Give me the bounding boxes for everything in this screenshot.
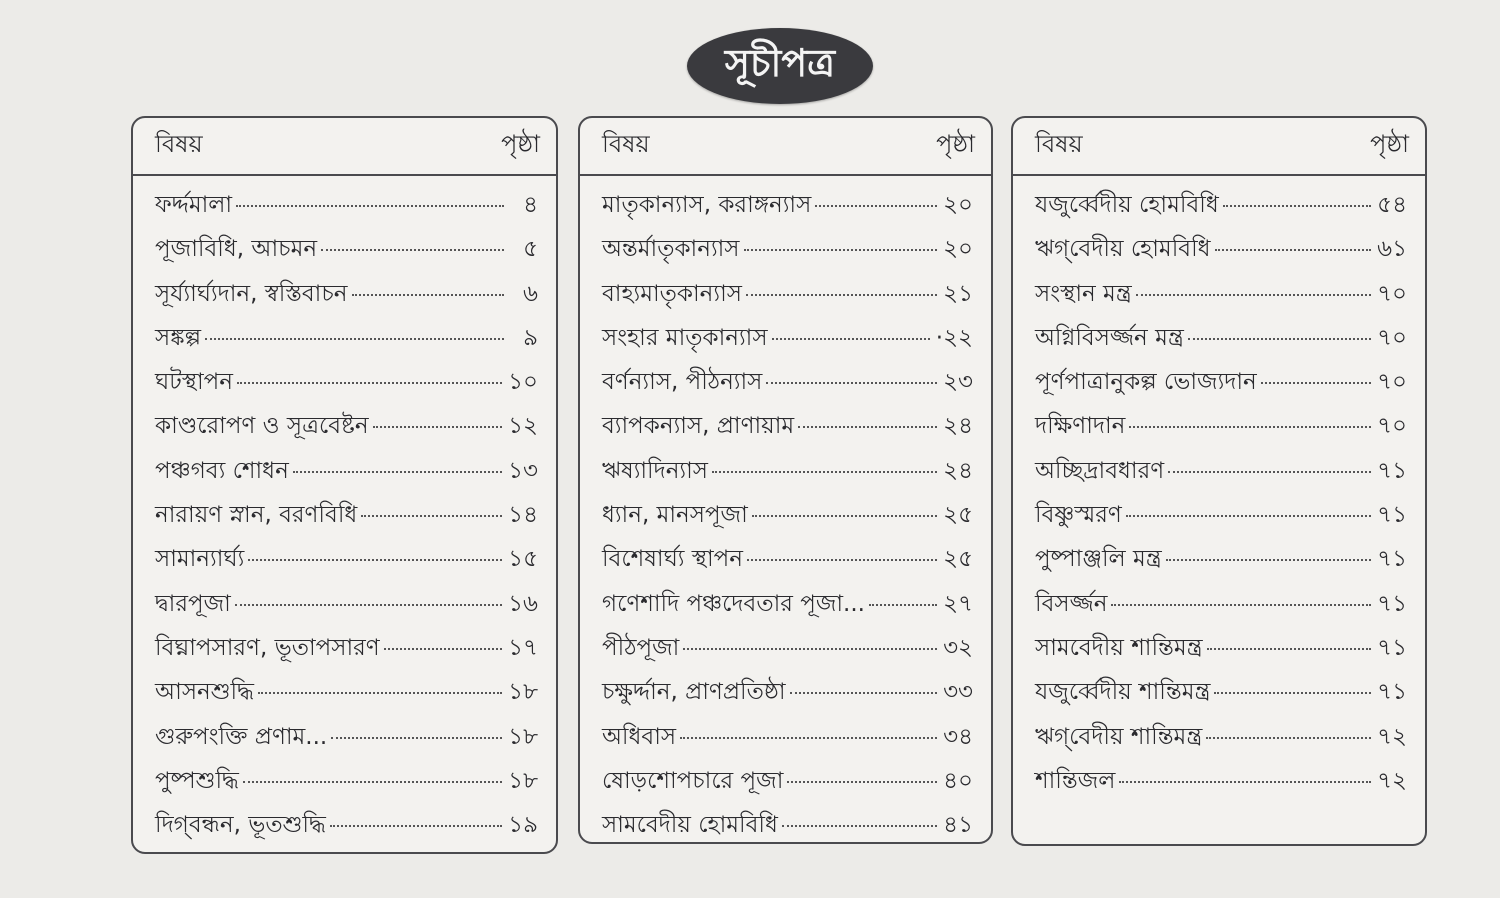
dot-leader [798, 426, 937, 428]
dot-leader [1168, 471, 1371, 473]
dot-leader [1129, 426, 1371, 428]
entry-title: ব্যাপকন্যাস, প্রাণায়াম [602, 413, 795, 440]
entry-title: মাতৃকান্যাস, করাঙ্গন্যাস [602, 192, 812, 218]
toc-entry [602, 319, 973, 363]
toc-entry [1035, 718, 1407, 762]
entry-title: যজুর্ব্বেদীয় শান্তিমন্ত্র [1035, 679, 1211, 706]
dot-leader [205, 338, 504, 340]
toc-entry [1035, 540, 1407, 584]
toc-entry [155, 363, 538, 407]
entry-page-number: ৭০ [1377, 413, 1407, 440]
dot-leader [1136, 294, 1371, 296]
entry-page-number: ১৮ [508, 767, 538, 794]
entry-page-number: ১৮ [508, 723, 538, 750]
dot-leader [330, 825, 502, 827]
toc-entry [155, 629, 538, 673]
toc-column-3 [1011, 116, 1427, 846]
entry-page-number: ৭১ [1377, 457, 1407, 484]
entry-title: অগ্নিবিসর্জ্জন মন্ত্র [1035, 324, 1184, 351]
toc-entry [155, 540, 538, 584]
entry-page-number: ৫৪ [1377, 192, 1407, 218]
toc-entry [1035, 585, 1407, 629]
toc-entry [155, 319, 538, 363]
entry-title: যজুর্ব্বেদীয় হোমবিধি [1035, 192, 1219, 218]
entry-title: বিসর্জ্জন [1035, 590, 1108, 617]
entry-page-number: ৭১ [1377, 502, 1407, 529]
dot-leader [1206, 737, 1371, 739]
entry-page-number: ২৫ [943, 546, 973, 573]
toc-entry [602, 540, 973, 584]
dot-leader [744, 249, 938, 251]
entry-page-number: ৭০ [1377, 280, 1407, 307]
entry-page-number: ২৩ [943, 369, 973, 396]
dot-leader [683, 648, 937, 650]
entry-page-number: ৭২ [1377, 723, 1407, 750]
dot-leader [331, 737, 502, 739]
toc-entry [602, 230, 973, 274]
entry-page-number: ১৭ [508, 634, 538, 661]
toc-entry [155, 275, 538, 319]
entry-page-number: ৬ [523, 280, 538, 307]
entry-title: শান্তিজল [1035, 767, 1116, 794]
entry-title: ঋগ্‌বেদীয় শান্তিমন্ত্র [1035, 723, 1203, 750]
entry-page-number: ১৫ [508, 546, 538, 573]
entry-title: ধ্যান, মানসপূজা [602, 502, 748, 529]
entry-page-number: ৭১ [1377, 590, 1407, 617]
toc-entry [602, 452, 973, 496]
toc-entry [1035, 186, 1407, 230]
entry-title: কাণ্ডরোপণ ও সূত্রবেষ্টন [155, 413, 369, 440]
toc-entry [602, 585, 973, 629]
entry-page-number: ২৫ [943, 502, 973, 529]
page-header: পৃষ্ঠা [936, 130, 975, 158]
subject-header: বিষয় [155, 130, 203, 158]
column-header [133, 118, 556, 176]
toc-entry [602, 407, 973, 451]
toc-entry [155, 186, 538, 230]
entry-page-number: ২৪ [943, 413, 973, 440]
toc-entry [155, 585, 538, 629]
entry-page-number: ৬১ [1377, 236, 1407, 263]
dot-leader [321, 249, 504, 251]
entry-page-number: ৭২ [1377, 767, 1407, 794]
toc-entry [1035, 319, 1407, 363]
entry-page-number: ৪০ [943, 767, 973, 794]
entry-title: চক্ষুর্দ্দান, প্রাণপ্রতিষ্ঠা [602, 679, 786, 706]
entry-title: সংস্থান মন্ত্র [1035, 280, 1132, 307]
dot-leader [1223, 205, 1371, 207]
entry-title: বর্ণন্যাস, পীঠন্যাস [602, 369, 763, 396]
entry-title: সূর্য্যার্ঘ্যদান, স্বস্তিবাচন [155, 280, 348, 307]
entry-title: ঘটস্থাপন [155, 369, 233, 396]
entry-page-number: ২৭ [943, 590, 973, 617]
toc-entry [602, 629, 973, 673]
entry-title: অধিবাস [602, 723, 677, 750]
dot-leader [1215, 249, 1372, 251]
dot-leader [361, 515, 502, 517]
entry-title: পীঠপূজা [602, 634, 680, 661]
toc-entry [602, 186, 973, 230]
entry-title: অচ্ছিদ্রাবধারণ [1035, 457, 1165, 484]
entry-page-number: ৭১ [1377, 546, 1407, 573]
dot-leader [746, 294, 937, 296]
toc-entry [155, 230, 538, 274]
entry-title: বাহ্যমাতৃকান্যাস [602, 280, 742, 307]
toc-entry [602, 762, 973, 806]
entry-page-number: ২৪ [943, 457, 973, 484]
dot-leader [236, 205, 504, 207]
entry-page-number: ৭০ [1377, 324, 1407, 351]
entry-title: পুষ্পাঞ্জলি মন্ত্র [1035, 546, 1162, 573]
entry-page-number: ১২ [508, 413, 538, 440]
toc-rows [1013, 176, 1425, 806]
dot-leader [1261, 382, 1371, 384]
dot-leader [352, 294, 505, 296]
entry-title: দিগ্‌বন্ধন, ভূতশুদ্ধি [155, 812, 326, 839]
entry-title: বিষ্ণুস্মরণ [1035, 502, 1122, 529]
toc-entry [602, 673, 973, 717]
toc-entry [1035, 629, 1407, 673]
dot-leader [815, 205, 937, 207]
entry-page-number: ৯ [523, 324, 538, 351]
dot-leader [772, 338, 930, 340]
dot-leader [258, 692, 502, 694]
dot-leader [1214, 692, 1371, 694]
entry-page-number: ৪ [523, 192, 538, 218]
entry-title: গণেশাদি পঞ্চদেবতার পূজা... [602, 590, 865, 617]
dot-leader [243, 781, 502, 783]
toc-entry [602, 496, 973, 540]
toc-entry [1035, 496, 1407, 540]
toc-entry [155, 407, 538, 451]
entry-page-number: ১৮ [508, 679, 538, 706]
entry-title: ঋষ্যাদিন্যাস [602, 457, 708, 484]
entry-title: সংহার মাতৃকান্যাস [602, 324, 768, 351]
column-header [580, 118, 991, 176]
dot-leader [1188, 338, 1371, 340]
toc-entry [1035, 673, 1407, 717]
entry-title: সামান্যার্ঘ্য [155, 546, 245, 573]
dot-leader [1126, 515, 1371, 517]
dot-leader [1111, 604, 1371, 606]
toc-entry [1035, 452, 1407, 496]
toc-entry [602, 718, 973, 762]
dot-leader [747, 559, 937, 561]
dot-leader [680, 737, 937, 739]
entry-page-number: ১৩ [508, 457, 538, 484]
toc-entry [1035, 275, 1407, 319]
column-header [1013, 118, 1425, 176]
dot-leader [766, 382, 937, 384]
entry-page-number: ২০ [943, 236, 973, 263]
toc-entry [155, 673, 538, 717]
dot-leader [712, 471, 937, 473]
toc-entry [602, 363, 973, 407]
entry-page-number: ২১ [943, 280, 973, 307]
entry-page-number: ·২২ [935, 324, 973, 351]
entry-title: বিশেষার্ঘ্য স্থাপন [602, 546, 744, 573]
toc-entry [1035, 762, 1407, 806]
entry-page-number: ১৬ [508, 590, 538, 617]
entry-page-number: ৩৪ [943, 723, 973, 750]
dot-leader [1166, 559, 1371, 561]
dot-leader [787, 781, 937, 783]
entry-title: অন্তর্মাতৃকান্যাস [602, 236, 740, 263]
dot-leader [752, 515, 937, 517]
toc-rows [133, 176, 556, 850]
entry-page-number: ২০ [943, 192, 973, 218]
entry-page-number: ৫ [523, 236, 538, 263]
entry-title: নারায়ণ স্নান, বরণবিধি [155, 502, 358, 529]
entry-page-number: ৭১ [1377, 679, 1407, 706]
subject-header: বিষয় [602, 130, 650, 158]
toc-entry [1035, 363, 1407, 407]
entry-page-number: ৭০ [1377, 369, 1407, 396]
entry-page-number: ৭১ [1377, 634, 1407, 661]
entry-title: ঋগ্‌বেদীয় হোমবিধি [1035, 236, 1211, 263]
dot-leader [1119, 781, 1371, 783]
dot-leader [373, 426, 503, 428]
entry-page-number: ১৯ [508, 812, 538, 839]
dot-leader [235, 604, 502, 606]
entry-page-number: ৩৩ [943, 679, 973, 706]
dot-leader [869, 604, 937, 606]
page-title: সূচীপত্র [687, 28, 873, 104]
entry-title: সঙ্কল্প [155, 324, 201, 351]
entry-title: ষোড়শোপচারে পূজা [602, 767, 784, 794]
dot-leader [1207, 648, 1371, 650]
entry-title: দক্ষিণাদান [1035, 413, 1126, 440]
entry-title: পঞ্চগব্য শোধন [155, 457, 289, 484]
entry-page-number: ১৪ [508, 502, 538, 529]
toc-entry [1035, 407, 1407, 451]
toc-entry [1035, 230, 1407, 274]
entry-title: বিঘ্নাপসারণ, ভূতাপসারণ [155, 634, 380, 661]
dot-leader [237, 382, 502, 384]
entry-title: সামবেদীয় শান্তিমন্ত্র [1035, 634, 1203, 661]
dot-leader [384, 648, 502, 650]
entry-page-number: ৪১ [943, 812, 973, 839]
entry-page-number: ১০ [508, 369, 538, 396]
toc-entry [602, 806, 973, 850]
dot-leader [293, 471, 502, 473]
toc-column-1 [131, 116, 558, 854]
toc-column-2 [578, 116, 993, 844]
entry-title: সামবেদীয় হোমবিধি [602, 812, 778, 839]
toc-entry [155, 806, 538, 850]
dot-leader [790, 692, 938, 694]
page-header: পৃষ্ঠা [1370, 130, 1409, 158]
toc-entry [155, 496, 538, 540]
dot-leader [782, 825, 937, 827]
entry-title: আসনশুদ্ধি [155, 679, 254, 706]
entry-title: দ্বারপূজা [155, 590, 231, 617]
subject-header: বিষয় [1035, 130, 1083, 158]
entry-title: গুরুপংক্তি প্রণাম... [155, 723, 328, 750]
page-header: পৃষ্ঠা [501, 130, 540, 158]
entry-title: ফৰ্দ্দমালা [155, 192, 233, 218]
entry-page-number: ৩২ [943, 634, 973, 661]
toc-entry [602, 275, 973, 319]
toc-rows [580, 176, 991, 850]
entry-title: পূজাবিধি, আচমন [155, 236, 318, 263]
toc-entry [155, 718, 538, 762]
dot-leader [248, 559, 502, 561]
toc-entry [155, 762, 538, 806]
entry-title: পুষ্পশুদ্ধি [155, 767, 239, 794]
toc-entry [155, 452, 538, 496]
entry-title: পূর্ণপাত্রানুকল্প ভোজ্যদান [1035, 369, 1257, 396]
